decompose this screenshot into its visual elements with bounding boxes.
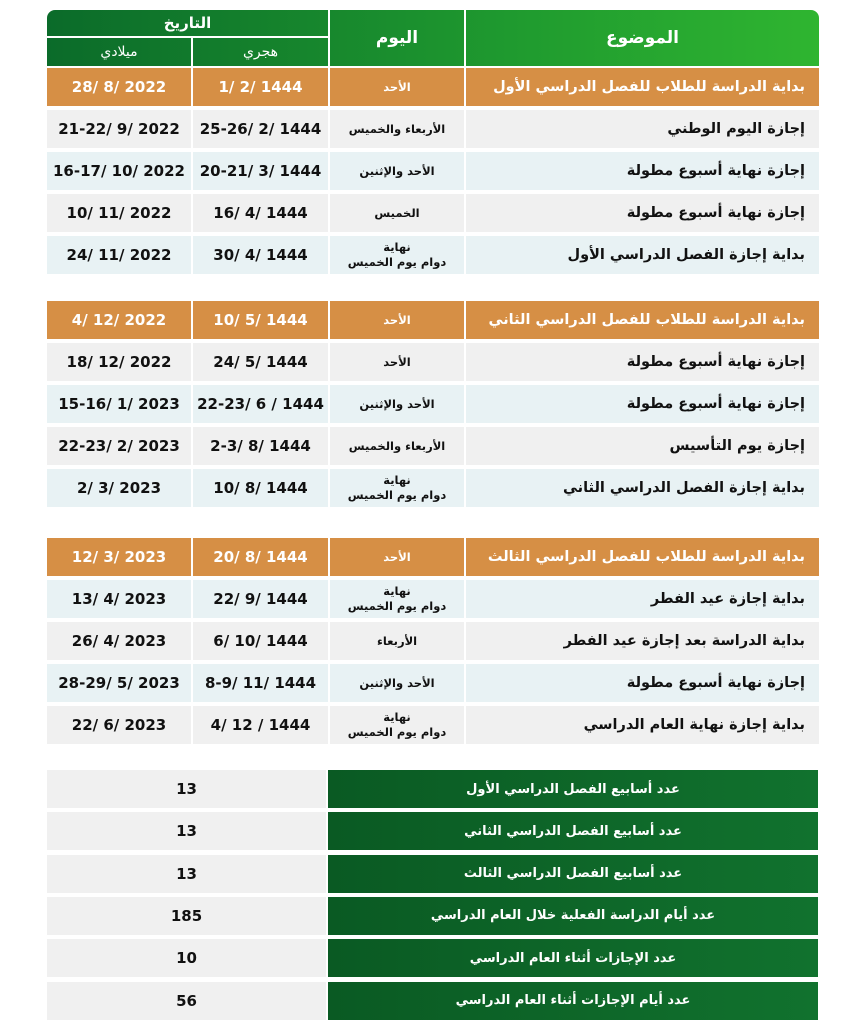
day-line: الأحد: [383, 354, 411, 369]
header-day: اليوم: [375, 28, 419, 48]
row-day: [330, 580, 464, 618]
row-gregorian-date: 10/ 11/ 2022: [47, 194, 191, 232]
row-hijri-date: 6/ 10/ 1444: [193, 622, 328, 660]
row-hijri-date: 20-21/ 3/ 1444: [193, 152, 328, 190]
day-line: الأربعاء والخميس: [348, 438, 446, 453]
stat-value: 13: [47, 812, 326, 850]
day-line: دوام يوم الخميس: [347, 725, 447, 739]
row-day: [330, 194, 464, 232]
row-gregorian-date: 13/ 4/ 2023: [47, 580, 191, 618]
row-day: [330, 385, 464, 423]
row-subject: بداية إجازة نهاية العام الدراسي: [466, 706, 819, 744]
row-day: [330, 68, 464, 106]
row-hijri-date: 20/ 8/ 1444: [193, 538, 328, 576]
row-day: [330, 664, 464, 702]
row-hijri-date: 25-26/ 2/ 1444: [193, 110, 328, 148]
row-subject: بداية الدراسة بعد إجازة عيد الفطر: [466, 622, 819, 660]
stat-value: 56: [47, 982, 326, 1020]
header-gregorian: ميلادي: [100, 44, 138, 60]
row-gregorian-date: 28-29/ 5/ 2023: [47, 664, 191, 702]
row-subject: إجازة نهاية أسبوع مطولة: [466, 385, 819, 423]
header-hijri: هجري: [242, 44, 279, 60]
day-line: دوام يوم الخميس: [347, 255, 447, 269]
row-subject: بداية الدراسة للطلاب للفصل الدراسي الأول: [466, 68, 819, 106]
row-gregorian-date: 24/ 11/ 2022: [47, 236, 191, 274]
day-line: الأحد: [383, 312, 411, 327]
row-subject: إجازة نهاية أسبوع مطولة: [466, 194, 819, 232]
stat-label: عدد أيام الإجازات أثناء العام الدراسي: [328, 982, 818, 1020]
row-subject: إجازة اليوم الوطني: [466, 110, 819, 148]
row-subject: بداية إجازة الفصل الدراسي الثاني: [466, 469, 819, 507]
stat-value: 10: [47, 939, 326, 977]
row-gregorian-date: 16-17/ 10/ 2022: [47, 152, 191, 190]
header-divider: [191, 38, 193, 66]
row-subject: إجازة يوم التأسيس: [466, 427, 819, 465]
row-gregorian-date: 12/ 3/ 2023: [47, 538, 191, 576]
stat-label: عدد أسابيع الفصل الدراسي الأول: [328, 770, 818, 808]
row-day: [330, 538, 464, 576]
row-subject: بداية إجازة الفصل الدراسي الأول: [466, 236, 819, 274]
row-gregorian-date: 28/ 8/ 2022: [47, 68, 191, 106]
row-day: [330, 110, 464, 148]
day-line: نهاية: [383, 584, 411, 598]
row-hijri-date: 24/ 5/ 1444: [193, 343, 328, 381]
day-line: نهاية: [383, 710, 411, 724]
row-hijri-date: 8-9/ 11/ 1444: [193, 664, 328, 702]
row-gregorian-date: 22-23/ 2/ 2023: [47, 427, 191, 465]
day-line: الأحد والإثنين: [359, 396, 435, 411]
row-hijri-date: 30/ 4/ 1444: [193, 236, 328, 274]
row-hijri-date: 16/ 4/ 1444: [193, 194, 328, 232]
stat-label: عدد أيام الدراسة الفعلية خلال العام الدراسي: [328, 897, 818, 935]
row-day: [330, 622, 464, 660]
row-gregorian-date: 2/ 3/ 2023: [47, 469, 191, 507]
stat-value: 185: [47, 897, 326, 935]
row-day: [330, 301, 464, 339]
row-day: [330, 469, 464, 507]
day-line: الأحد: [383, 79, 411, 94]
row-gregorian-date: 4/ 12/ 2022: [47, 301, 191, 339]
row-day: [330, 427, 464, 465]
stat-value: 13: [47, 770, 326, 808]
row-subject: بداية إجازة عيد الفطر: [466, 580, 819, 618]
day-line: دوام يوم الخميس: [347, 488, 447, 502]
stat-label: عدد أسابيع الفصل الدراسي الثاني: [328, 812, 818, 850]
day-line: نهاية: [383, 240, 411, 254]
day-line: الأربعاء والخميس: [348, 121, 446, 136]
stat-value: 13: [47, 855, 326, 893]
row-subject: بداية الدراسة للطلاب للفصل الدراسي الثاني: [466, 301, 819, 339]
row-hijri-date: 22/ 9/ 1444: [193, 580, 328, 618]
day-line: الخميس: [374, 205, 420, 220]
day-line: نهاية: [383, 473, 411, 487]
row-hijri-date: 22-23/ 6 / 1444: [193, 385, 328, 423]
day-line: الأحد والإثنين: [359, 163, 435, 178]
row-gregorian-date: 22/ 6/ 2023: [47, 706, 191, 744]
header-date: التاريخ: [163, 14, 212, 32]
row-hijri-date: 1/ 2/ 1444: [193, 68, 328, 106]
row-gregorian-date: 21-22/ 9/ 2022: [47, 110, 191, 148]
day-line: الأحد: [383, 549, 411, 564]
row-subject: إجازة نهاية أسبوع مطولة: [466, 152, 819, 190]
row-day: [330, 152, 464, 190]
row-hijri-date: 10/ 8/ 1444: [193, 469, 328, 507]
row-gregorian-date: 15-16/ 1/ 2023: [47, 385, 191, 423]
day-line: الأحد والإثنين: [359, 675, 435, 690]
stat-label: عدد الإجازات أثناء العام الدراسي: [328, 939, 818, 977]
row-hijri-date: 4/ 12 / 1444: [193, 706, 328, 744]
row-hijri-date: 10/ 5/ 1444: [193, 301, 328, 339]
row-subject: إجازة نهاية أسبوع مطولة: [466, 664, 819, 702]
header-divider: [328, 10, 330, 66]
stat-label: عدد أسابيع الفصل الدراسي الثالث: [328, 855, 818, 893]
row-subject: إجازة نهاية أسبوع مطولة: [466, 343, 819, 381]
row-subject: بداية الدراسة للطلاب للفصل الدراسي الثالث: [466, 538, 819, 576]
row-gregorian-date: 26/ 4/ 2023: [47, 622, 191, 660]
row-day: [330, 343, 464, 381]
day-line: دوام يوم الخميس: [347, 599, 447, 613]
row-gregorian-date: 18/ 12/ 2022: [47, 343, 191, 381]
header-subject: الموضوع: [606, 28, 679, 48]
row-hijri-date: 2-3/ 8/ 1444: [193, 427, 328, 465]
header-divider: [464, 10, 466, 66]
day-line: الأربعاء: [376, 633, 418, 648]
row-day: [330, 706, 464, 744]
row-day: [330, 236, 464, 274]
